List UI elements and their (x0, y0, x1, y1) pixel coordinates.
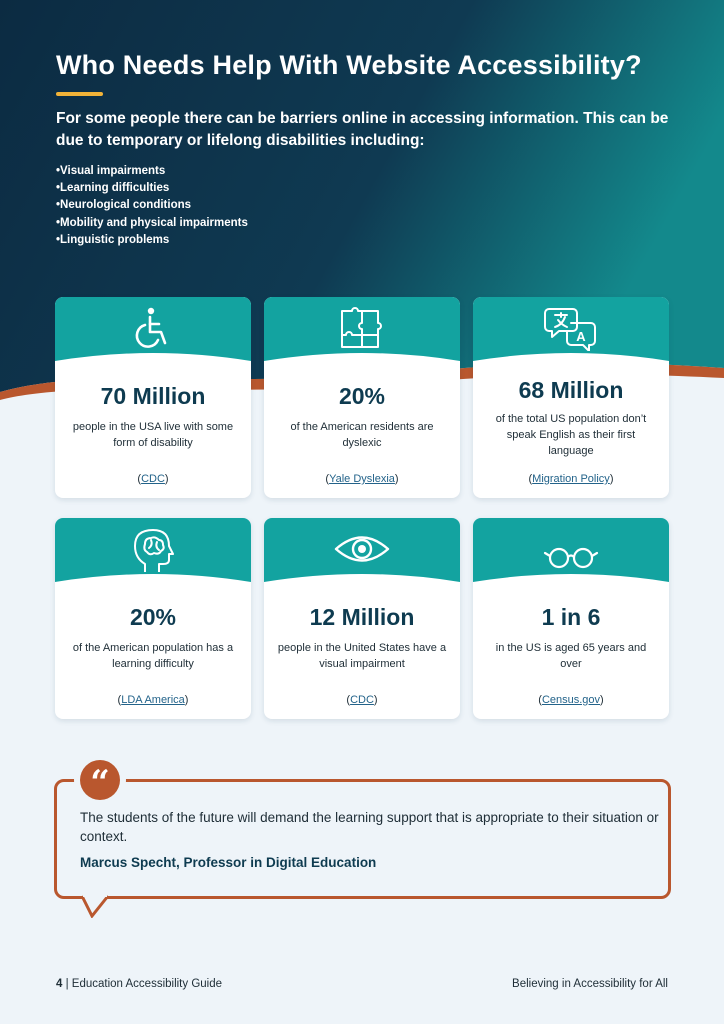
title-underline (56, 92, 103, 96)
stat-card-learning (55, 518, 251, 719)
stat-value: 20% (129, 604, 177, 630)
stat-value: 70 Million (100, 383, 206, 409)
footer-guide-title (56, 978, 222, 990)
stat-description: in the US is aged 65 years and over (495, 642, 647, 670)
stat-value: 12 Million (309, 604, 415, 630)
quote-author: Marcus Specht, Professor in Digital Education (80, 855, 377, 870)
stat-value: 20% (338, 383, 386, 409)
disability-list (56, 163, 248, 249)
source-citation: (Yale Dyslexia) (325, 473, 399, 485)
stat-card-dyslexia (264, 297, 460, 498)
speech-bubble-tail (80, 894, 120, 918)
stat-card-aged (473, 518, 669, 719)
wheelchair-icon (123, 305, 183, 351)
stat-description: of the American population has a learning difficulty (72, 642, 234, 670)
source-link[interactable]: Census.gov (541, 694, 601, 706)
source-link[interactable]: CDC (141, 473, 165, 485)
list-item: • Neurological conditions (56, 197, 248, 214)
glasses-icon (541, 526, 601, 572)
source-link[interactable]: Yale Dyslexia (329, 473, 395, 485)
source-citation: (LDA America) (117, 694, 189, 706)
stat-description: of the American residents are dyslexic (290, 421, 434, 449)
footer-tagline: Believing in Accessibility for All (512, 978, 668, 990)
source-citation: (Migration Policy) (528, 473, 614, 485)
stat-description: people in the United States have a visual impairment (277, 642, 447, 670)
stat-description: of the total US population don’t speak English as their first language (495, 413, 647, 457)
stat-description: people in the USA live with some form of disability (72, 421, 234, 449)
page-title: Who Needs Help With Website Accessibility? (56, 50, 642, 80)
quote-mark-icon: “ (80, 760, 120, 800)
list-item: • Learning difficulties (56, 180, 248, 197)
source-link[interactable]: LDA America (121, 694, 185, 706)
source-link[interactable]: CDC (350, 694, 374, 706)
list-item: • Linguistic problems (56, 232, 248, 249)
stat-value: 1 in 6 (541, 604, 601, 630)
source-citation: (CDC) (137, 473, 169, 485)
stat-card-visual (264, 518, 460, 719)
list-item: • Visual impairments (56, 163, 248, 180)
intro-paragraph: For some people there can be barriers online in accessing information. This can be due to temporary or lifelong disabilities including: (56, 110, 669, 149)
puzzle-icon (332, 305, 392, 351)
svg-text:A: A (576, 329, 586, 344)
source-citation: (CDC) (346, 694, 378, 706)
brain-head-icon (123, 526, 183, 572)
stat-card-language (473, 297, 669, 498)
quote-text: The students of the future will demand the learning support that is appropriate to their situation or context. (80, 810, 659, 844)
page-number: 4 (56, 978, 63, 990)
eye-icon (332, 526, 392, 572)
translate-icon (541, 305, 601, 351)
stat-card-disability (55, 297, 251, 498)
list-item: • Mobility and physical impairments (56, 215, 248, 232)
stat-value: 68 Million (518, 377, 624, 403)
source-link[interactable]: Migration Policy (532, 473, 610, 485)
guide-title: | Education Accessibility Guide (65, 978, 223, 990)
source-citation: (Census.gov) (538, 694, 604, 706)
